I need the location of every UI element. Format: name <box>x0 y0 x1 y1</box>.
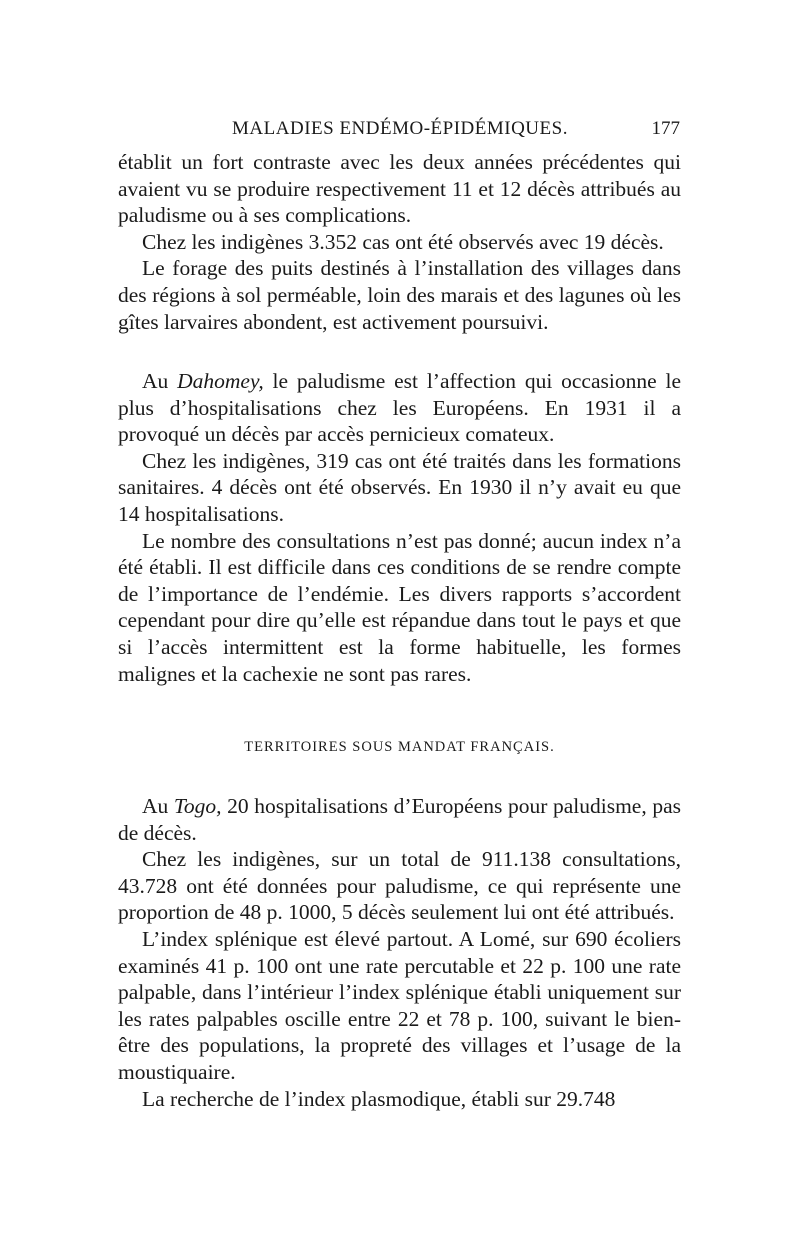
place-name: Togo, <box>173 794 222 818</box>
paragraph-start: Au <box>142 794 174 818</box>
page-number: 177 <box>651 118 680 139</box>
paragraph: L’index splénique est élevé partout. A Lomé, sur 690 écoliers examinés 41 p. 100 ont une rate percutable et 22 p. 100 une rate palpable, dans l’intérieur l’index splénique établi uniquement sur les rates palpables oscille entre 22 et 78 p. 100, suivant le bien-être des populations, la propreté des villages et l’usage de la moustiquaire. <box>118 926 681 1084</box>
text-block-dahomey <box>118 368 681 687</box>
text-block-togo <box>118 793 681 1112</box>
running-title: MALADIES ENDÉMO-ÉPIDÉMIQUES. <box>232 118 568 139</box>
paragraph: Le forage des puits destinés à l’installation des villages dans des régions à sol perméable, loin des marais et des lagunes où les gîtes larvaires abondent, est activement poursuivi. <box>118 256 681 334</box>
paragraph: Chez les indigènes, sur un total de 911.138 consultations, 43.728 ont été données pour paludisme, ce qui représente une proportion de 48 p. 1000, 5 décès seulement lui ont été attribués. <box>118 847 681 925</box>
paragraph: Le nombre des consultations n’est pas donné; aucun index n’a été établi. Il est difficile dans ces conditions de se rendre compte de l’importance de l’endémie. Les divers rapports s’accordent cependant pour dire qu’elle est répandue dans tout le pays et que si l’accès intermittent est la forme habituelle, les formes malignes et la cachexie ne sont pas rares. <box>118 528 681 686</box>
paragraph <box>118 793 681 846</box>
paragraph: établit un fort contraste avec les deux années précédentes qui avaient vu se produire respectivement 11 et 12 décès attribués au paludisme ou à ses complications. <box>118 150 681 228</box>
paragraph-text: le paludisme est l’affection qui occasionne le plus d’hospitalisations chez les Européens. En 1931 il a provoqué un décès par accès pernicieux comateux. <box>118 369 681 447</box>
paragraph: La recherche de l’index plasmodique, établi sur 29.748 <box>142 1086 616 1111</box>
paragraph: Chez les indigènes 3.352 cas ont été observés avec 19 décès. <box>142 229 664 254</box>
page-header <box>120 118 680 144</box>
section-heading: TERRITOIRES SOUS MANDAT FRANÇAIS. <box>244 739 555 755</box>
text-block-continuation <box>118 149 681 335</box>
paragraph <box>118 368 681 448</box>
paragraph-text: 20 hospitalisations d’Européens pour paludisme, pas de décès. <box>118 794 682 845</box>
paragraph: Chez les indigènes, 319 cas ont été traités dans les formations sanitaires. 4 décès ont été observés. En 1930 il n’y avait eu que 14 hospitalisations. <box>118 448 681 526</box>
paragraph-start: Au <box>142 369 178 393</box>
place-name: Dahomey, <box>177 369 264 393</box>
